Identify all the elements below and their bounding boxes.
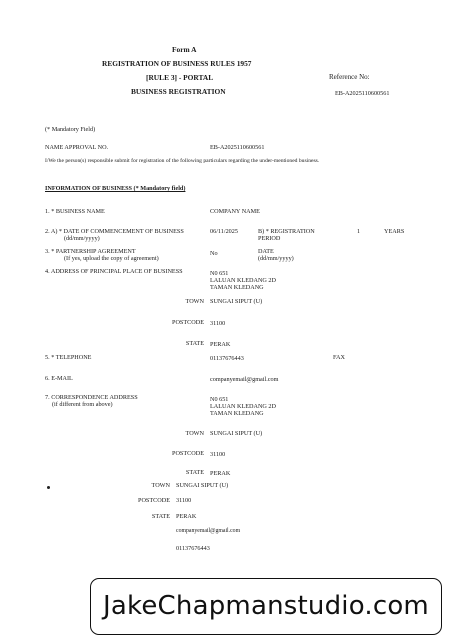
business-name-value: COMPANY NAME [210, 208, 260, 215]
form-title-line1: REGISTRATION OF BUSINESS RULES 1957 [102, 59, 252, 68]
state-label: STATE [185, 340, 204, 347]
extra-email-value: companyemail@gmail.com [176, 528, 241, 534]
postcode-value: 31100 [210, 320, 226, 327]
reference-label: Reference No: [329, 73, 370, 81]
extra-state-label: STATE [151, 513, 170, 520]
email-label: 6. E-MAIL [45, 375, 73, 382]
town-label: TOWN [185, 298, 204, 305]
registration-period-unit: YEARS [384, 228, 405, 235]
extra-phone-value: 01137676443 [176, 545, 210, 552]
registration-period-value: 1 [357, 228, 361, 235]
corr-postcode-value: 31100 [210, 451, 226, 458]
business-name-label: 1. * BUSINESS NAME [45, 208, 105, 215]
corr-state-value: PERAK [210, 470, 231, 477]
postcode-label: POSTCODE [172, 319, 204, 326]
mandatory-note: (* Mandatory Field) [45, 126, 96, 133]
commencement-format: (dd/mm/yyyy) [64, 235, 100, 242]
bullet-icon [47, 486, 50, 489]
extra-postcode-label: POSTCODE [138, 497, 170, 504]
section-title: INFORMATION OF BUSINESS (* Mandatory field) [45, 185, 186, 192]
declaration-text: I/We the person(s) responsible submit for registration of the following particulars regarding the under-mentioned business. [45, 158, 320, 164]
correspondence-address-value: N0 651 LALUAN KLEDANG 2D TAMAN KLEDANG [210, 396, 276, 418]
reference-value: EB-A2025110600561 [335, 90, 390, 97]
partnership-date-label: DATE (dd/mm/yyyy) [258, 248, 294, 263]
form-title-line2: [RULE 3] - PORTAL [146, 73, 214, 82]
town-value: SUNGAI SIPUT (U) [210, 298, 263, 305]
partnership-value: No [210, 250, 218, 257]
form-label: Form A [172, 45, 197, 54]
extra-state-value: PERAK [176, 513, 197, 520]
watermark-box [90, 578, 442, 635]
state-value: PERAK [210, 341, 231, 348]
corr-town-label: TOWN [185, 430, 204, 437]
address-value: N0 651 LALUAN KLEDANG 2D TAMAN KLEDANG [210, 270, 276, 292]
email-value: companyemail@gmail.com [210, 376, 279, 383]
correspondence-note: (if different from above) [52, 401, 113, 408]
name-approval-value: EB-A2025110600561 [210, 144, 265, 151]
address-label: 4. ADDRESS OF PRINCIPAL PLACE OF BUSINESS [45, 268, 183, 275]
extra-postcode-value: 31100 [176, 497, 192, 504]
watermark-text: JakeChapmanstudio.com [103, 591, 429, 621]
commencement-label: 2. A) * DATE OF COMMENCEMENT OF BUSINESS [45, 228, 184, 235]
name-approval-label: NAME APPROVAL NO. [45, 144, 109, 151]
corr-town-value: SUNGAI SIPUT (U) [210, 430, 263, 437]
form-title-line3: BUSINESS REGISTRATION [131, 87, 226, 96]
corr-postcode-label: POSTCODE [172, 450, 204, 457]
correspondence-label: 7. CORRESPONDENCE ADDRESS [45, 394, 138, 401]
commencement-value: 06/11/2025 [210, 228, 238, 235]
partnership-label: 3. * PARTNERSHIP AGREEMENT [45, 248, 136, 255]
partnership-note: (If yes, upload the copy of agreement) [64, 255, 159, 262]
corr-state-label: STATE [185, 469, 204, 476]
fax-label: FAX [333, 354, 345, 361]
registration-period-label: B) * REGISTRATION PERIOD [258, 228, 315, 243]
telephone-value: 01137676443 [210, 355, 244, 362]
extra-town-value: SUNGAI SIPUT (U) [176, 482, 229, 489]
telephone-label: 5. * TELEPHONE [45, 354, 92, 361]
extra-town-label: TOWN [151, 482, 170, 489]
